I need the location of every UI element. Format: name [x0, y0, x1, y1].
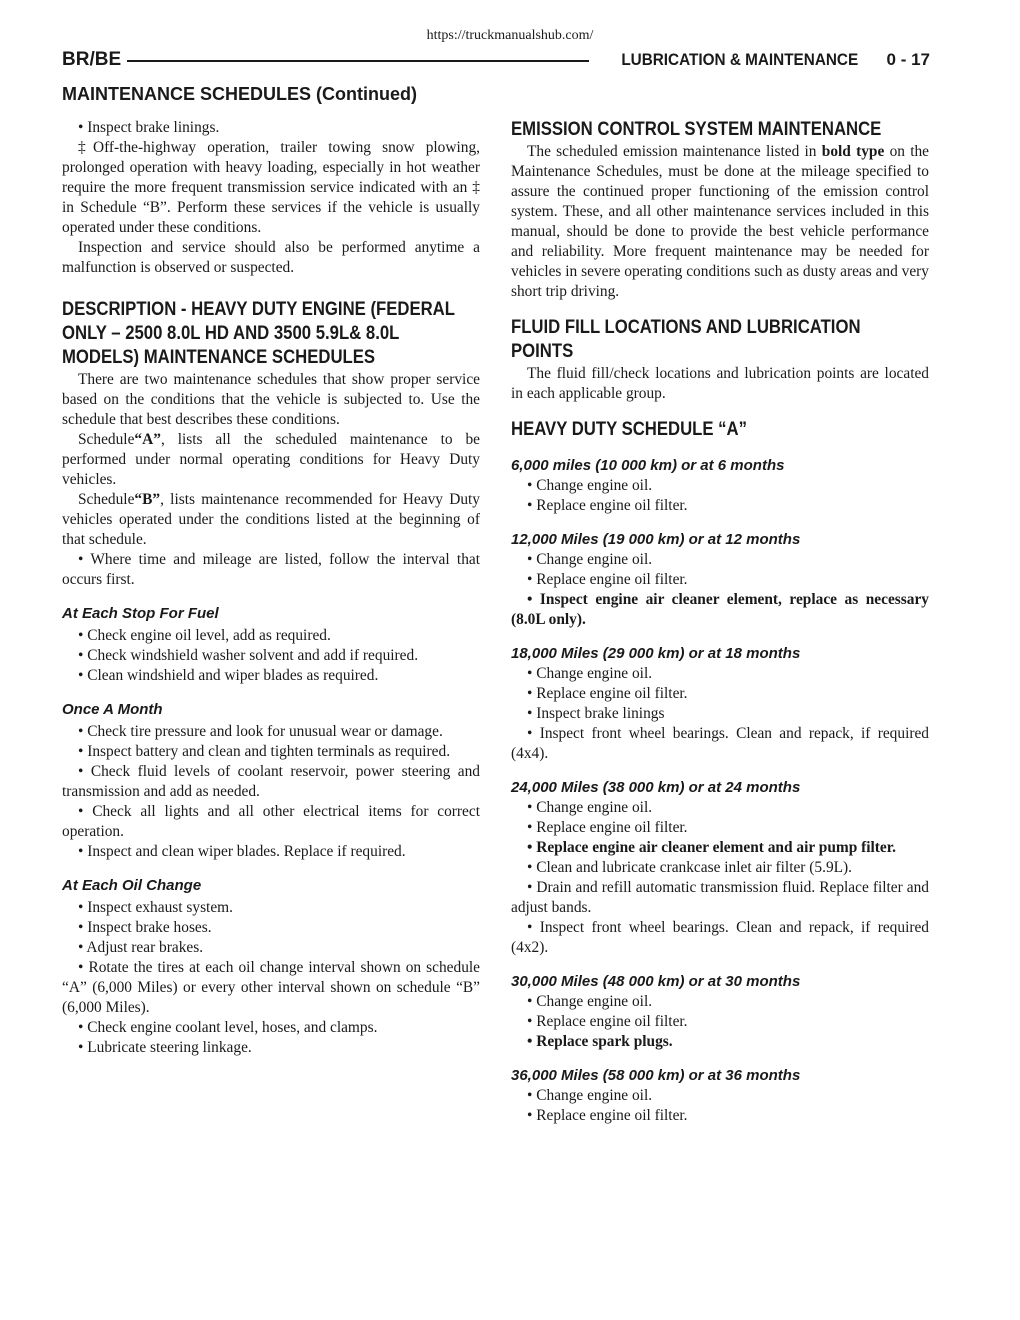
list-item: • Check fluid levels of coolant reservoir, power steering and transmission and add as needed. [62, 763, 480, 800]
header-model: BR/BE [62, 49, 122, 70]
interval-heading: 24,000 Miles (38 000 km) or at 24 months [511, 779, 801, 796]
list-item: • Inspect exhaust system. [78, 899, 233, 916]
paragraph: Inspection and service should also be performed anytime a malfunction is observed or suspected. [62, 239, 480, 276]
interval-heading: 18,000 Miles (29 000 km) or at 18 months [511, 645, 801, 662]
oil-change-heading: At Each Oil Change [62, 877, 202, 894]
paragraph: Schedule“B”, lists maintenance recommended for Heavy Duty vehicles operated under the conditions listed at the beginning of that schedule. [62, 491, 480, 548]
list-item: • Check engine coolant level, hoses, and clamps. [78, 1019, 378, 1036]
list-item: • Inspect battery and clean and tighten terminals as required. [78, 743, 451, 760]
header-chapter: LUBRICATION & MAINTENANCE [621, 50, 859, 69]
right-column [511, 118, 929, 1126]
list-item: • Change engine oil. [527, 551, 653, 568]
list-item: • Drain and refill automatic transmission fluid. Replace filter and adjust bands. [511, 879, 929, 916]
list-item: • Inspect engine air cleaner element, replace as necessary (8.0L only). [511, 591, 929, 628]
list-item: • Inspect and clean wiper blades. Replace if required. [78, 843, 406, 860]
left-column [62, 118, 480, 1058]
list-item: • Replace engine oil filter. [527, 1107, 688, 1124]
list-item: • Clean windshield and wiper blades as required. [78, 667, 379, 684]
list-item: • Check windshield washer solvent and add if required. [78, 647, 419, 664]
list-item: • Replace engine oil filter. [527, 497, 688, 514]
list-item: • Inspect brake linings. [78, 119, 220, 136]
monthly-heading: Once A Month [62, 701, 163, 718]
page-header [62, 49, 930, 71]
list-item: • Check engine oil level, add as required. [78, 627, 331, 644]
paragraph: The fluid fill/check locations and lubrication points are located in each applicable group. [511, 365, 929, 402]
list-item: • Replace engine oil filter. [527, 571, 688, 588]
source-url[interactable]: https://truckmanualshub.com/ [426, 28, 594, 43]
header-rule [127, 60, 589, 62]
list-item: • Change engine oil. [527, 799, 653, 816]
schedule-heading: HEAVY DUTY SCHEDULE “A” [511, 419, 747, 440]
paragraph: The scheduled emission maintenance listed in bold type on the Maintenance Schedules, must be done at the mileage specified to assure the continued proper functioning of the emission control system. These, and all other maintenance services included in this manual, should be done to provide the best vehicle performance and reliability. More frequent maintenance may be needed for vehicles in severe operating conditions such as dusty areas and very short trip driving. [511, 143, 930, 300]
page-number: 0 - 17 [886, 50, 930, 69]
list-item: • Rotate the tires at each oil change interval shown on schedule “A” (6,000 Miles) or every other interval shown on schedule “B” (6,000 Miles). [62, 959, 480, 1016]
list-item: • Replace engine air cleaner element and air pump filter. [527, 839, 897, 856]
list-item: • Replace engine oil filter. [527, 819, 688, 836]
list-item: • Change engine oil. [527, 993, 653, 1010]
list-item: • Replace engine oil filter. [527, 685, 688, 702]
list-item: • Replace engine oil filter. [527, 1013, 688, 1030]
list-item: • Check all lights and all other electrical items for correct operation. [62, 803, 480, 840]
list-item: • Change engine oil. [527, 1087, 653, 1104]
description-heading: DESCRIPTION - HEAVY DUTY ENGINE (FEDERAL ONLY – 2500 8.0L HD AND 3500 5.9L& 8.0L MODELS) MAINTENANCE SCHEDULES [62, 299, 455, 368]
section-title: MAINTENANCE SCHEDULES (Continued) [62, 84, 417, 104]
paragraph: ‡Off-the-highway operation, trailer towing snow plowing, prolonged operation with heavy loading, especially in hot weather require the more frequent transmission service indicated with an ‡ in Schedule “B”. Perform these services if the vehicle is usually operated under these conditions. [62, 139, 480, 236]
fluid-heading: FLUID FILL LOCATIONS AND LUBRICATION POINTS [511, 317, 861, 362]
interval-heading: 36,000 Miles (58 000 km) or at 36 months [511, 1067, 801, 1084]
emission-heading: EMISSION CONTROL SYSTEM MAINTENANCE [511, 119, 882, 140]
list-item: • Adjust rear brakes. [78, 939, 204, 956]
list-item: • Change engine oil. [527, 665, 653, 682]
list-item: • Inspect front wheel bearings. Clean and repack, if required (4x4). [511, 725, 929, 762]
interval-heading: 30,000 Miles (48 000 km) or at 30 months [511, 973, 801, 990]
list-item: • Inspect front wheel bearings. Clean and repack, if required (4x2). [511, 919, 929, 956]
list-item: • Change engine oil. [527, 477, 653, 494]
list-item: • Check tire pressure and look for unusual wear or damage. [78, 723, 443, 740]
interval-heading: 6,000 miles (10 000 km) or at 6 months [511, 457, 785, 474]
list-item: • Clean and lubricate crankcase inlet air filter (5.9L). [527, 859, 853, 876]
interval-heading: 12,000 Miles (19 000 km) or at 12 months [511, 531, 801, 548]
fuel-stop-heading: At Each Stop For Fuel [62, 605, 219, 622]
list-item: • Inspect brake linings [527, 705, 665, 722]
list-item: • Where time and mileage are listed, follow the interval that occurs first. [62, 551, 480, 588]
list-item: • Replace spark plugs. [527, 1033, 673, 1050]
paragraph: Schedule“A”, lists all the scheduled maintenance to be performed under normal operating conditions for Heavy Duty vehicles. [62, 431, 480, 488]
paragraph: There are two maintenance schedules that show proper service based on the conditions that the vehicle is subjected to. Use the schedule that best describes these conditions. [62, 371, 480, 428]
list-item: • Lubricate steering linkage. [78, 1039, 252, 1056]
list-item: • Inspect brake hoses. [78, 919, 212, 936]
